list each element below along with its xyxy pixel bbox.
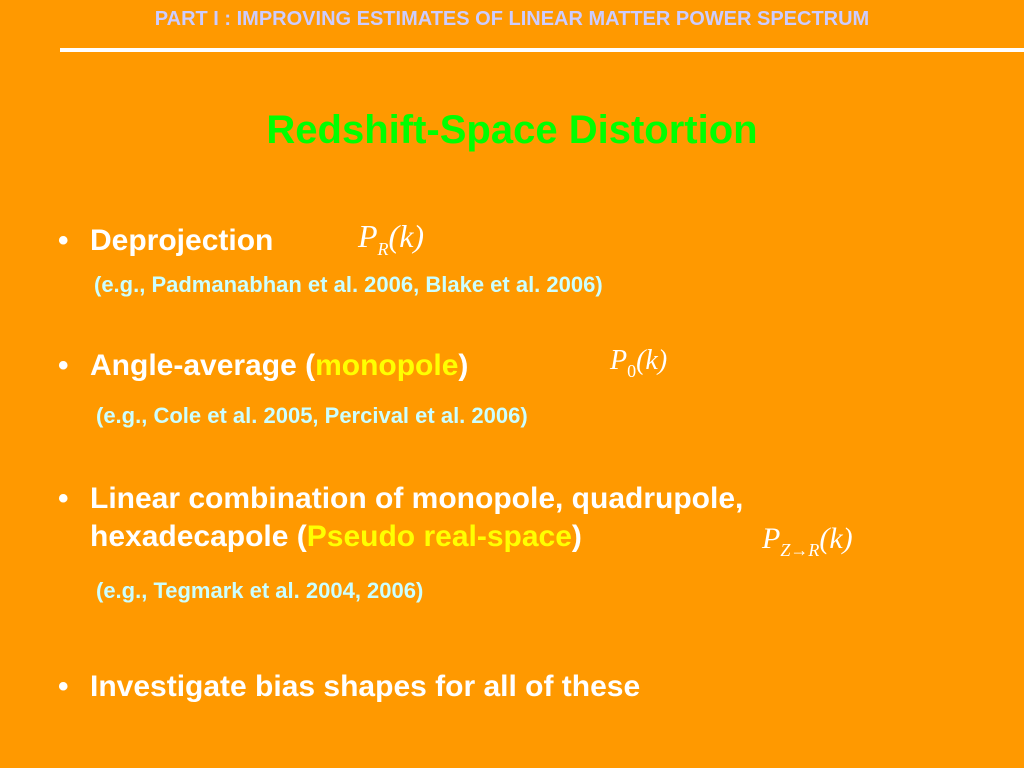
section-header: PART I : IMPROVING ESTIMATES OF LINEAR MATTER POWER SPECTRUM xyxy=(154,8,870,30)
bullet-icon: • xyxy=(58,670,69,703)
formula-argument: (k) xyxy=(636,345,668,376)
bullet-icon: • xyxy=(58,224,69,257)
bullet-deprojection xyxy=(58,222,273,260)
formula-symbol: P xyxy=(762,522,781,555)
reference-deprojection: (e.g., Padmanabhan et al. 2006, Blake et al. 2006) xyxy=(94,272,603,297)
bullet-icon: • xyxy=(58,482,69,515)
formula-subscript: 0 xyxy=(627,361,637,381)
bullet-text-close: ) xyxy=(458,349,469,382)
formula-symbol: P xyxy=(358,218,378,254)
bullet-text-line1: Linear combination of monopole, quadrupole, xyxy=(90,482,744,515)
reference-angle-average: (e.g., Cole et al. 2005, Percival et al. 2006) xyxy=(96,403,528,428)
formula-argument: (k) xyxy=(388,218,425,254)
formula-p-z-to-r xyxy=(762,522,853,561)
formula-p-r xyxy=(358,218,424,260)
formula-symbol: P xyxy=(610,345,628,376)
highlight-monopole: monopole xyxy=(315,349,459,382)
bullet-icon: • xyxy=(58,349,69,382)
bullet-angle-average xyxy=(58,347,468,385)
bullet-text: Deprojection xyxy=(90,224,274,257)
reference-linear-combination: (e.g., Tegmark et al. 2004, 2006) xyxy=(96,578,424,603)
highlight-pseudo-real-space: Pseudo real-space xyxy=(306,520,572,553)
bullet-investigate-bias xyxy=(58,668,640,706)
bullet-text-close: ) xyxy=(571,520,582,553)
slide-title: Redshift-Space Distortion xyxy=(266,108,758,152)
bullet-text: Investigate bias shapes for all of these xyxy=(90,670,641,703)
formula-p-0 xyxy=(610,345,667,382)
bullet-text-line2: hexadecapole ( xyxy=(90,520,307,553)
formula-subscript: R xyxy=(377,239,389,259)
bullet-linear-combination xyxy=(58,480,743,556)
bullet-text: Angle-average ( xyxy=(90,349,316,382)
formula-argument: (k) xyxy=(819,522,853,555)
formula-subscript: Z→R xyxy=(780,540,820,560)
header-divider xyxy=(60,48,1024,52)
